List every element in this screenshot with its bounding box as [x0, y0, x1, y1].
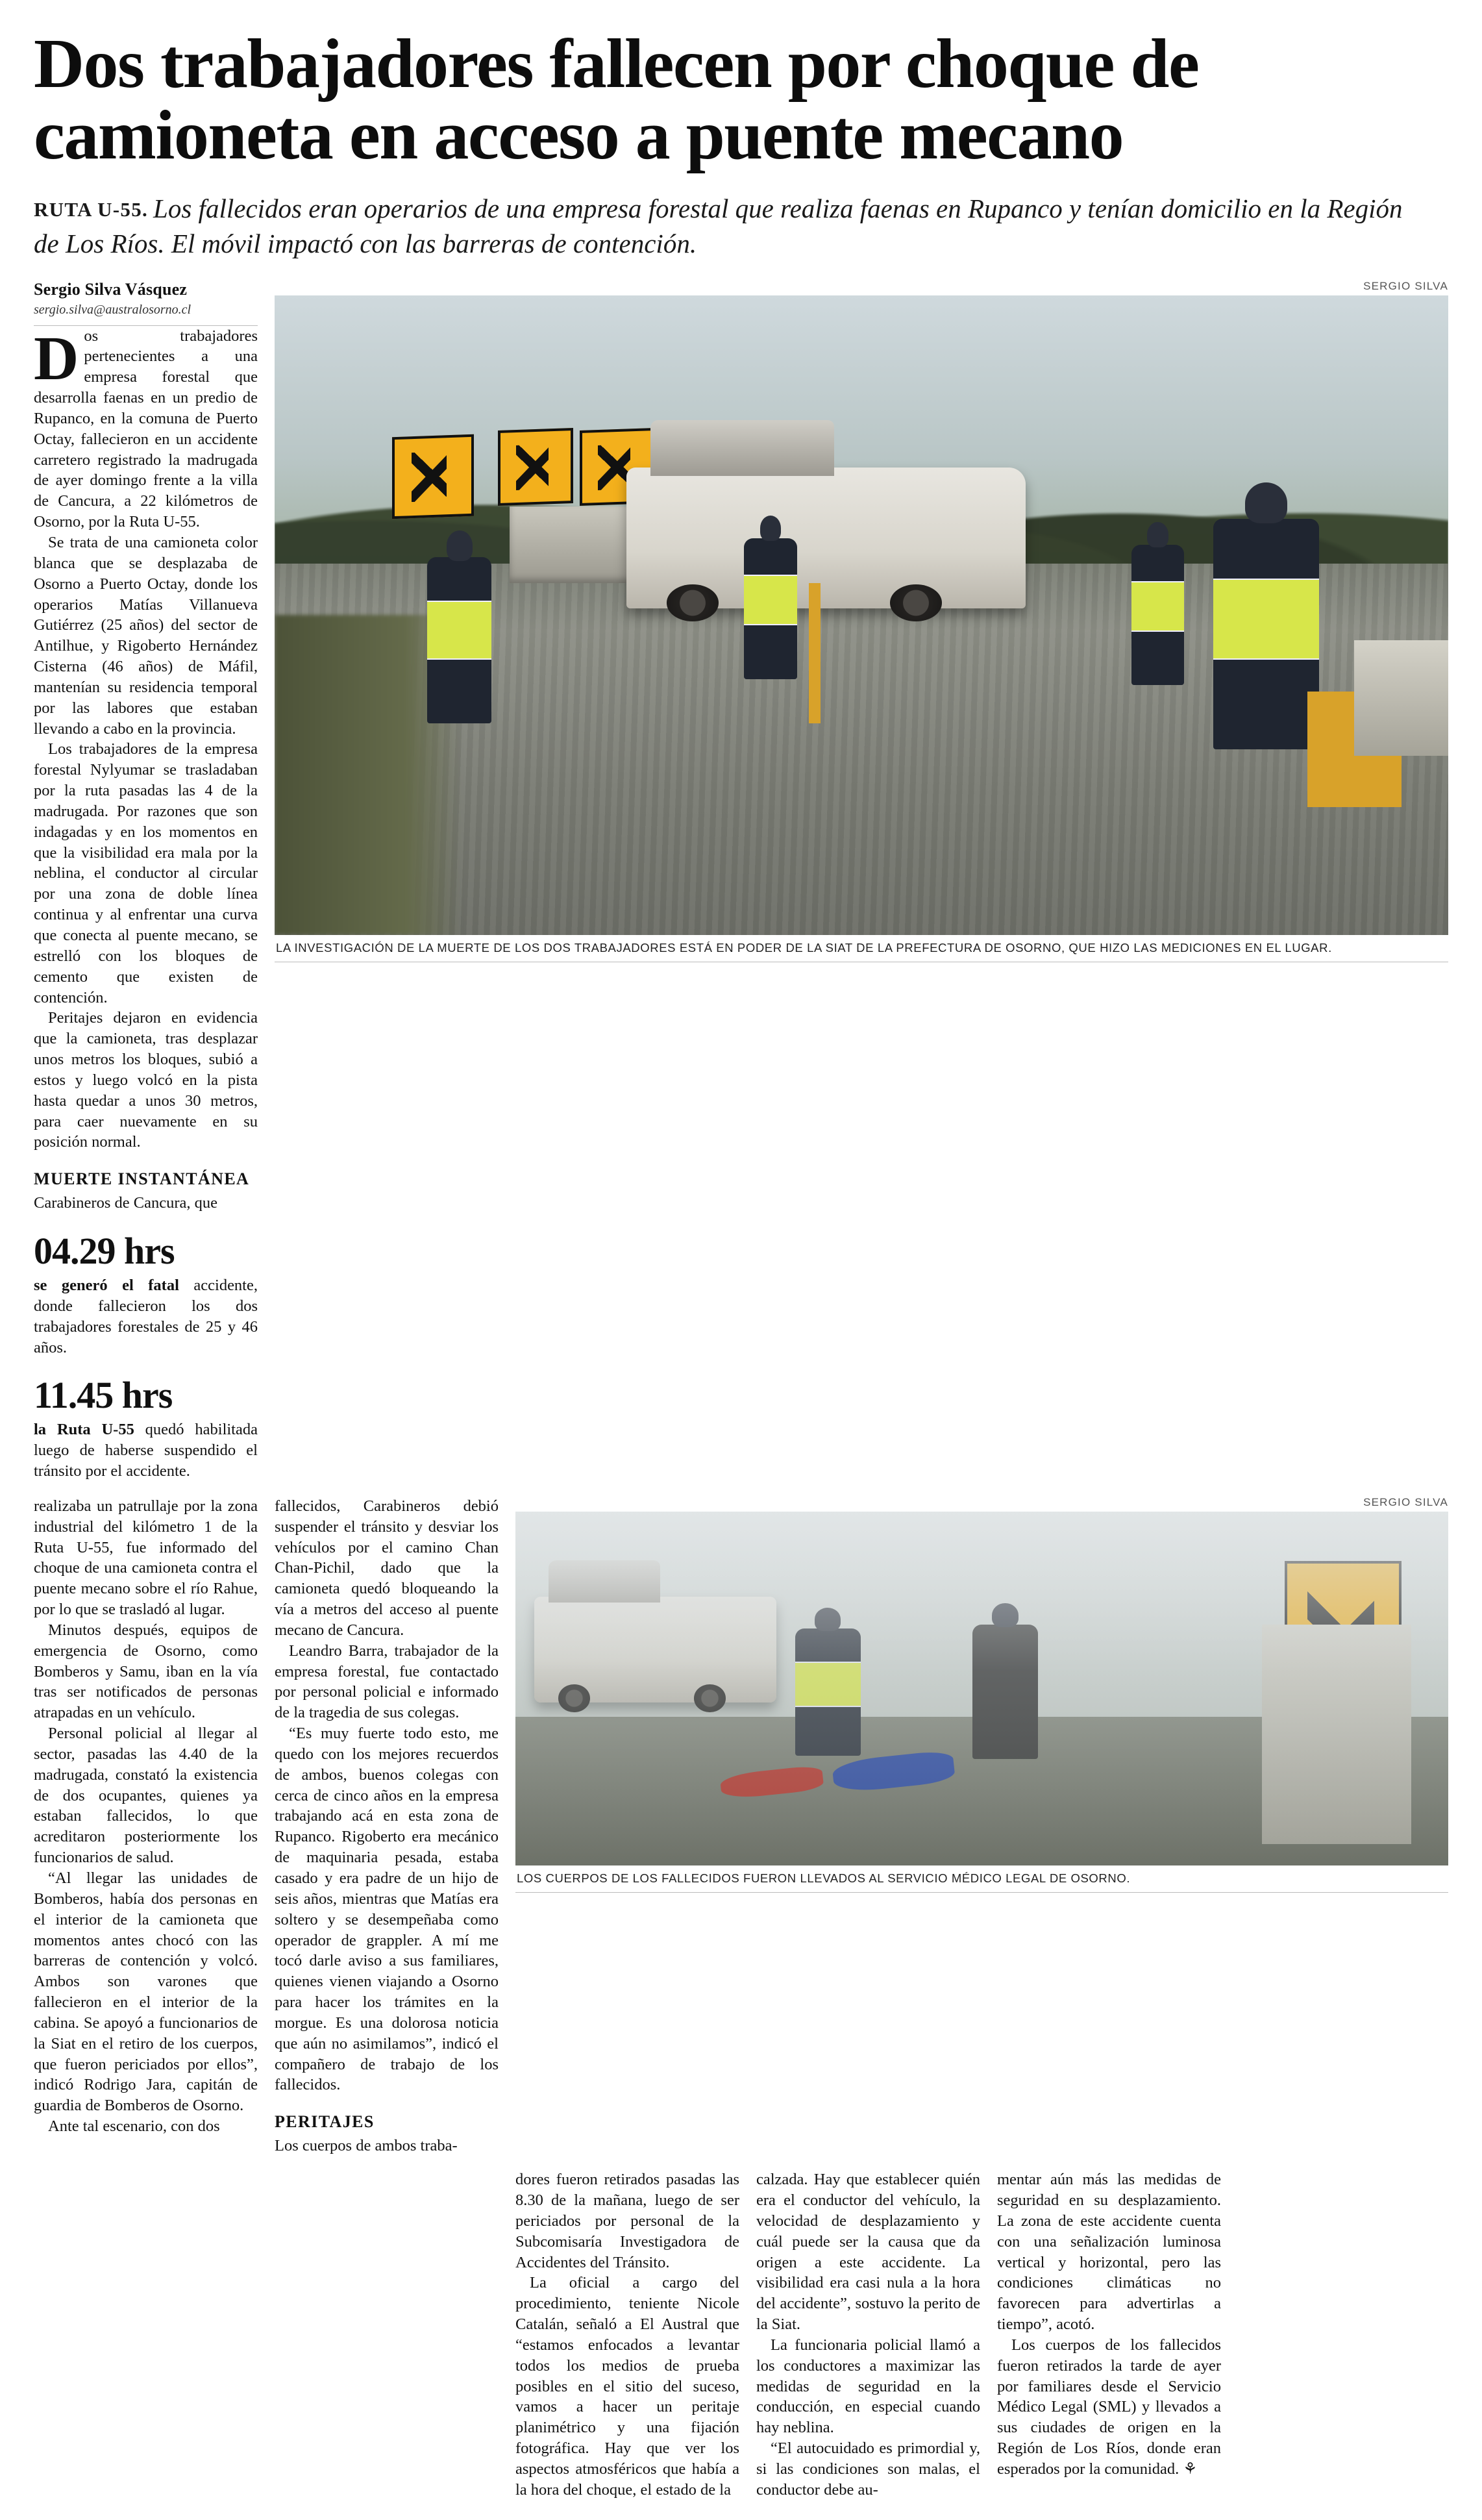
paragraph: Personal policial al llegar al sector, pasadas las 4.40 de la madrugada, constató la existencia de dos ocupantes, quienes ya estaban fallecidos, lo que acreditaron posteriormente los funcionarios de salud.	[34, 1725, 258, 1867]
paragraph: La funcionaria policial llamó a los conductores a maximizar las medidas de seguridad en la conducción, en especial cuando hay neblina.	[756, 2336, 980, 2437]
paragraph: Leandro Barra, trabajador de la empresa forestal, fue contactado por personal policial e informado de la tragedia de sus colegas.	[275, 1641, 499, 1722]
paragraph	[34, 323, 258, 532]
wheel	[667, 584, 719, 621]
standfirst	[34, 191, 1448, 261]
paragraph: fallecidos, Carabineros debió suspender el tránsito y desviar los vehículos por el camino Chan Chan-Pichil, dado que la camioneta quedó bloqueando la vía a metros del acceso al puente mecano de Cancura.	[275, 1497, 499, 1639]
paragraph: Los cuerpos de los fallecidos fueron retirados la tarde de ayer por familiares desde el Servicio Médico Legal (SML) y llevados a sus ciudades de origen en la Región de Los Ríos, donde eran esperados por la comunidad. ⚘	[997, 2336, 1221, 2478]
main-photo	[275, 295, 1448, 935]
survey-tripod	[809, 583, 821, 724]
paragraph: “Es muy fuerte todo esto, me quedo con los mejores recuerdos de ambos, buenos colegas con cerca de cinco años en la empresa trabajando acá en esta zona de Rupanco. Rigoberto era mecánico de maquinaria pesada, estaba casado y era padre de un hijo de seis años, mientras que Matías era soltero y se desempeñaba como operador de grappler. A mí me tocó darle aviso a sus familiares, quienes vienen viajando a Osorno para hacer los trámites en la morgue. Es una dolorosa noticia que aún no asimilamos”, indicó el compañero de trabajo de los fallecidos.	[275, 1725, 499, 2094]
lower-section	[34, 1496, 1448, 2156]
paragraph: Minutos después, equipos de emergencia de Osorno, como Bomberos y Samu, iban en la vía tras ser notificados de personas atrapadas en un vehículo.	[34, 1621, 258, 1722]
paragraph: Se trata de una camioneta color blanca que se desplazaba de Osorno a Puerto Octay, donde los operarios Matías Villanueva Gutiérrez (25 años) del sector de Antilhue, y Rigoberto Hernández Cisterna (46 años) de Máfil, mantenían su residencia temporal por las labores que estaban llevando a cabo en la provincia.	[34, 533, 258, 738]
column-1	[34, 280, 258, 1482]
factoid-value: 04.29 hrs	[34, 1230, 175, 1273]
column-6	[997, 2169, 1221, 2501]
standfirst-text: Los fallecidos eran operarios de una empresa forestal que realiza faenas en Rupanco y tenían domicilio en la Región de Los Ríos. El móvil impactó con las barreras de contención.	[34, 193, 1403, 259]
police-officer	[427, 557, 491, 723]
column-5	[756, 2169, 980, 2501]
police-officer	[1131, 545, 1184, 686]
photo-caption: LOS CUERPOS DE LOS FALLECIDOS FUERON LLEVADOS AL SERVICIO MÉDICO LEGAL DE OSORNO.	[515, 1865, 1448, 1893]
drop-cap: D	[34, 323, 79, 393]
byline-author: Sergio Silva Vásquez	[34, 279, 188, 299]
wheel	[890, 584, 942, 621]
paragraph: Carabineros de Cancura, que	[34, 1194, 217, 1212]
page-title	[34, 25, 1448, 175]
factoid-description	[34, 1275, 258, 1358]
police-officer	[744, 538, 797, 679]
second-photo-block	[515, 1496, 1448, 2156]
paragraph: realizaba un patrullaje por la zona industrial del kilómetro 1 de la Ruta U-55, fue informado del choque de una camioneta contra el puente mecano sobre el río Rahue, por lo que se trasladó al lugar.	[34, 1497, 258, 1619]
column-2	[275, 1496, 499, 2156]
subheading-muerte-instantanea: MUERTE INSTANTÁNEA	[34, 1169, 250, 1189]
factoid-rest: quedó habilitada luego de haberse suspendido el tránsito por el accidente.	[34, 1421, 258, 1480]
column-1-body	[34, 323, 258, 1153]
factoid-1145	[34, 1376, 258, 1481]
factoid-description	[34, 1419, 258, 1482]
section-kicker: RUTA U-55.	[34, 198, 149, 221]
concrete-block	[1354, 640, 1448, 755]
paragraph: “El autocuidado es primordial y, si las condiciones son malas, el conductor debe au-	[756, 2439, 980, 2499]
top-section	[34, 280, 1448, 1482]
headline-line-2: camioneta en acceso a puente mecano	[34, 97, 1124, 175]
subheading-peritajes: PERITAJES	[275, 2112, 375, 2132]
paragraph: dores fueron retirados pasadas las 8.30 de la mañana, luego de ser periciados por personal de la Subcomisaría Investigadora de Accidentes del Tránsito.	[515, 2171, 739, 2271]
photo-credit: SERGIO SILVA	[1363, 1495, 1448, 1508]
byline-email: sergio.silva@australosorno.cl	[34, 303, 258, 326]
paragraph: Peritajes dejaron en evidencia que la camioneta, tras desplazar unos metros los bloques, subió a estos y luego volcó en la pista hasta quedar a unos 30 metros, para caer nuevamente en su posición normal.	[34, 1009, 258, 1151]
paragraph: mentar aún más las medidas de seguridad en su desplazamiento. La zona de este accidente cuenta con una señalización luminosa vertical y horizontal, pero las condiciones climáticas no favorecen para advertirlas a tiempo”, acotó.	[997, 2171, 1221, 2334]
crashed-pickup	[626, 468, 1026, 608]
factoid-lead: la Ruta U-55	[34, 1421, 134, 1439]
photo-fog	[515, 1512, 1448, 1865]
paragraph: “Al llegar las unidades de Bomberos, había dos personas en el interior de la camioneta que momentos antes chocó con las barreras de contención y volcó. Ambos son varones que fallecieron en el interior de la cabina. Se apoyó a funcionarios de la Siat en el retiro de los cuerpos, que fueron periciados por ellos”, indicó Rodrigo Jara, capitán de guardia de Bomberos de Osorno.	[34, 1869, 258, 2115]
second-photo	[515, 1512, 1448, 1865]
police-officer-siat	[1213, 519, 1319, 749]
column-4	[515, 2169, 739, 2501]
paragraph: La oficial a cargo del procedimiento, teniente Nicole Catalán, señaló a El Austral que “estamos enfocados a levantar todos los medios de prueba posibles en el sitio del suceso, vamos a hacer un peritaje planimétrico y una fijación fotográfica. Hay que ver los aspectos atmosféricos que había a la hora del choque, el estado de la	[515, 2274, 739, 2499]
hi-vis-vest	[744, 575, 797, 625]
chevron-sign-icon	[392, 434, 474, 519]
main-photo-block	[275, 280, 1448, 1482]
hi-vis-vest	[1131, 581, 1184, 632]
head	[447, 530, 473, 560]
paragraph-text: os trabajadores pertenecientes a una empresa forestal que desarrolla faenas en un predio de Rupanco, en la comuna de Puerto Octay, fallecieron en un accidente carretero registrado la madrugada de ayer domingo frente a la villa de Cancura, a 22 kilómetros de Osorno, por la Ruta U-55.	[34, 327, 258, 531]
paragraph: calzada. Hay que establecer quién era el conductor del vehículo, la velocidad de desplazamiento y cuál puede ser la causa que da origen a este accidente. La visibilidad era casi nula a la hora del accidente”, sostuvo la perito de la Siat.	[756, 2171, 980, 2334]
paragraph: Ante tal escenario, con dos	[48, 2117, 220, 2136]
hi-vis-vest	[1213, 579, 1319, 660]
factoid-lead: se generó el fatal	[34, 1277, 179, 1295]
paragraph: Los trabajadores de la empresa forestal Nylyumar se trasladaban por la ruta pasadas las 4 de la madrugada. Por razones que son indagadas y en los momentos en que la visibilidad era mala por la neblina, el conductor al circular por una zona de doble línea continua y al enfrentar una curva que conecta al puente mecano, se estrelló con los bloques de cemento que existen de contención.	[34, 740, 258, 1006]
paragraph: Los cuerpos de ambos traba-	[275, 2137, 458, 2155]
column-1-continued	[34, 1496, 258, 2156]
photo-credit: SERGIO SILVA	[1363, 279, 1448, 292]
factoid-0429	[34, 1232, 258, 1358]
hi-vis-vest	[427, 601, 491, 660]
head	[1245, 482, 1287, 524]
head	[760, 516, 782, 541]
bottom-section	[34, 2169, 1448, 2501]
factoid-value: 11.45 hrs	[34, 1374, 173, 1417]
factoid-rest: accidente, donde fallecieron los dos trabajadores forestales de 25 y 46 años.	[34, 1277, 258, 1356]
photo-caption: LA INVESTIGACIÓN DE LA MUERTE DE LOS DOS TRABAJADORES ESTÁ EN PODER DE LA SIAT DE LA PREFECTURA DE OSORNO, QUE HIZO LAS MEDICIONES EN EL LUGAR.	[275, 935, 1448, 962]
head	[1147, 522, 1168, 547]
chevron-sign-icon	[498, 428, 573, 506]
headline-line-1: Dos trabajadores fallecen por choque de	[34, 25, 1199, 103]
